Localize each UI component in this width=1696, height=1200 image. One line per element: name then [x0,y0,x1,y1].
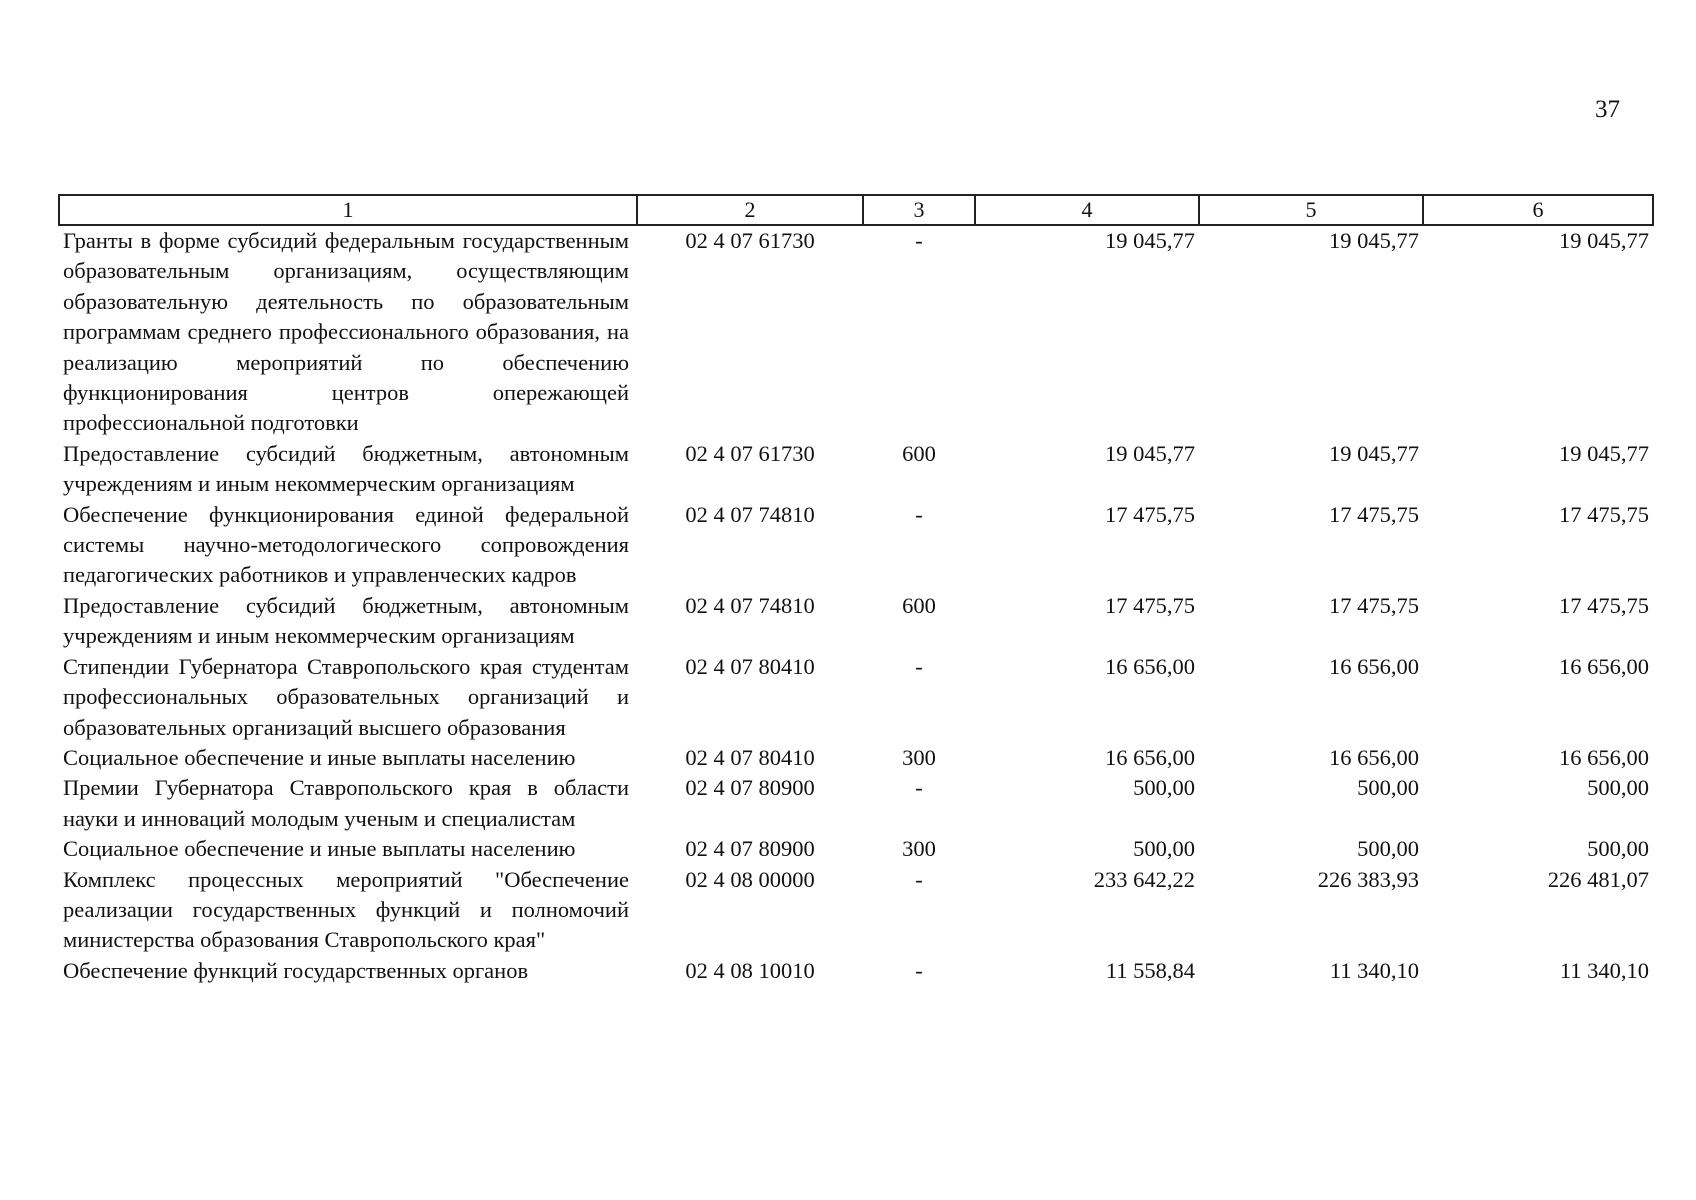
row-code: 02 4 07 74810 [685,592,815,618]
table-row [59,743,1653,773]
row-name: Обеспечение функций государственных органов [63,957,529,983]
row-name: Обеспечение функционирования единой федеральной системы научно-методологического сопровождения педагогических работников и управленческих кадров [63,501,629,588]
header-row [59,195,1653,225]
row-value-4: 19 045,77 [1105,228,1195,253]
table-row [59,439,1653,500]
row-value-5: 19 045,77 [1329,440,1419,466]
row-name: Комплекс процессных мероприятий "Обеспечение реализации государственных функций и полномочий министерства образования Ставропольского края" [63,866,629,953]
row-code: 02 4 07 80900 [685,775,815,801]
row-value-5: 500,00 [1357,775,1419,801]
row-value-6: 19 045,77 [1559,440,1649,466]
row-value-4: 500,00 [1133,836,1195,862]
table-row [59,956,1653,986]
row-value-4: 16 656,00 [1105,653,1195,679]
row-code: 02 4 07 80900 [685,836,815,862]
row-value-6: 19 045,77 [1559,228,1649,253]
row-value-5: 16 656,00 [1329,744,1419,770]
row-value-5: 17 475,75 [1329,501,1419,527]
row-expense-type: 600 [902,440,936,466]
row-value-5: 11 340,10 [1329,957,1419,983]
row-expense-type: - [915,775,923,801]
row-code: 02 4 08 00000 [685,866,815,892]
row-value-6: 500,00 [1587,836,1649,862]
row-name: Стипендии Губернатора Ставропольского края студентам профессиональных образовательных организаций и образовательных организаций высшего образования [63,653,629,740]
row-name: Социальное обеспечение и иные выплаты населению [63,836,576,862]
row-name: Предоставление субсидий бюджетным, автономным учреждениям и иным некоммерческим организациям [63,592,629,649]
row-value-5: 17 475,75 [1329,592,1419,618]
row-name: Социальное обеспечение и иные выплаты населению [63,744,576,770]
row-name: Гранты в форме субсидий федеральным государственным образовательным организациям, осуществляющим образовательную деятельность по образовательным программам среднего профессионального образования, на реализацию мероприятий по обеспечению функционирования центров опережающей профессиональной подготовки [63,228,629,436]
row-value-6: 16 656,00 [1559,744,1649,770]
row-value-5: 500,00 [1357,836,1419,862]
row-value-5: 19 045,77 [1329,228,1419,253]
row-code: 02 4 07 61730 [685,228,815,253]
row-expense-type: 300 [902,744,936,770]
header-col-2: 2 [637,195,863,225]
row-value-5: 226 383,93 [1317,866,1419,892]
row-expense-type: 300 [902,836,936,862]
row-name: Предоставление субсидий бюджетным, автономным учреждениям и иным некоммерческим организациям [63,440,629,497]
row-expense-type: - [915,501,923,527]
table-row [59,773,1653,834]
table-header [59,195,1653,225]
row-value-6: 226 481,07 [1547,866,1649,892]
row-expense-type: - [915,228,923,253]
row-value-4: 19 045,77 [1105,440,1195,466]
table-row [59,652,1653,743]
row-value-6: 17 475,75 [1559,501,1649,527]
budget-table [58,194,1654,986]
row-code: 02 4 08 10010 [685,957,815,983]
row-value-6: 16 656,00 [1559,653,1649,679]
row-value-6: 11 340,10 [1559,957,1649,983]
row-name: Премии Губернатора Ставропольского края в области науки и инноваций молодым ученым и специалистам [63,775,629,831]
row-value-4: 11 558,84 [1105,957,1195,983]
row-code: 02 4 07 74810 [685,501,815,527]
row-code: 02 4 07 80410 [685,653,815,679]
row-expense-type: - [915,866,923,892]
row-value-4: 500,00 [1133,775,1195,801]
table-row [59,865,1653,956]
table-row [59,591,1653,652]
row-expense-type: - [915,653,923,679]
header-col-4: 4 [975,195,1199,225]
row-value-4: 233 642,22 [1093,866,1195,892]
header-col-3: 3 [863,195,975,225]
row-expense-type: - [915,957,923,983]
row-value-4: 16 656,00 [1105,744,1195,770]
header-col-5: 5 [1199,195,1423,225]
table-row [59,834,1653,864]
table-row [59,225,1653,439]
row-value-4: 17 475,75 [1105,592,1195,618]
row-code: 02 4 07 80410 [685,744,815,770]
header-col-6: 6 [1423,195,1653,225]
row-expense-type: 600 [902,592,936,618]
row-value-4: 17 475,75 [1105,501,1195,527]
row-value-6: 17 475,75 [1559,592,1649,618]
page-number: 37 [1595,96,1620,123]
table-body [59,225,1653,986]
table-row [59,500,1653,591]
row-value-5: 16 656,00 [1329,653,1419,679]
header-col-1: 1 [59,195,637,225]
row-value-6: 500,00 [1587,775,1649,801]
row-code: 02 4 07 61730 [685,440,815,466]
